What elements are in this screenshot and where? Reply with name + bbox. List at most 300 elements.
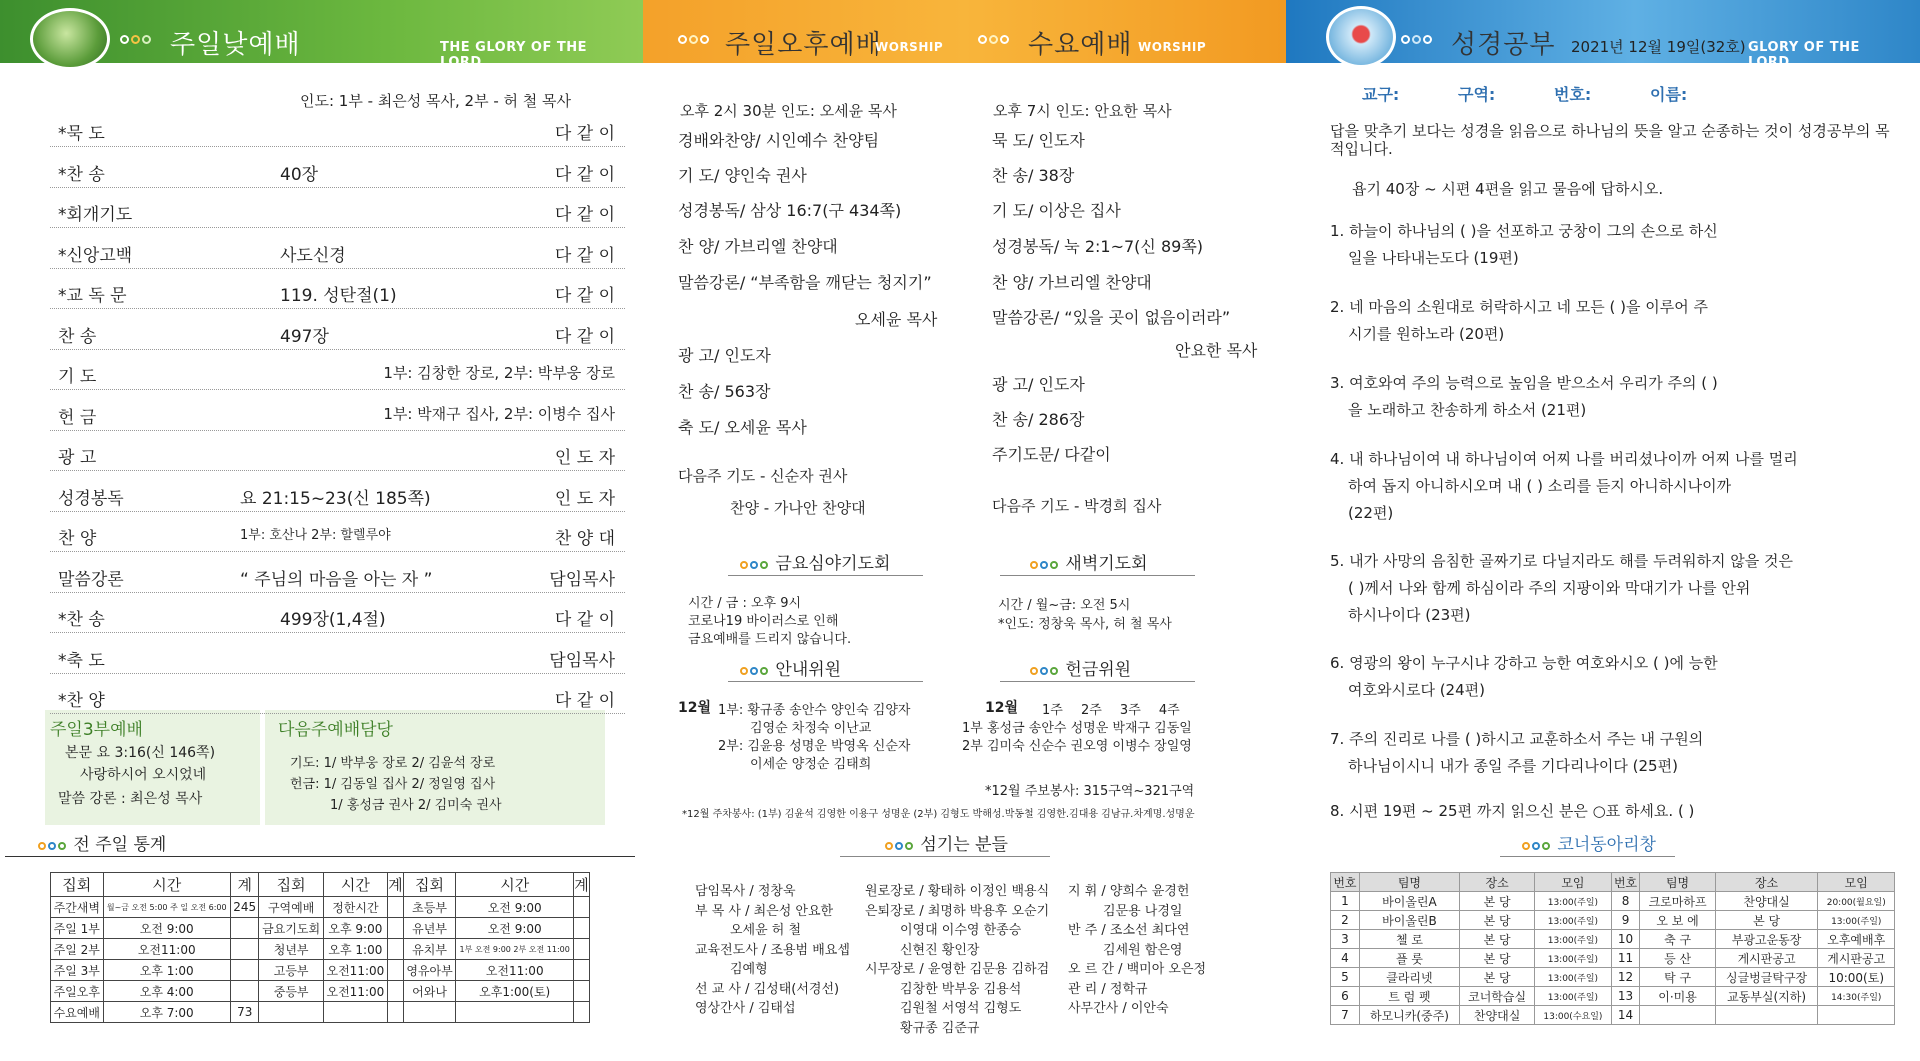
afternoon-item: 광 고/ 인도자 <box>678 346 771 365</box>
afternoon-item: 성경봉독/ 삼상 16:7(구 434쪽) <box>678 201 902 220</box>
club-cell: 3 <box>1331 930 1360 949</box>
stats-header: 계 <box>574 873 590 897</box>
club-cell: 13:00(주일) <box>1535 968 1611 987</box>
servant-line: 지 휘 / 양희수 윤경헌 <box>1068 884 1190 899</box>
guide-text: 1부: 황규종 송안수 양인숙 김양자 <box>718 703 911 718</box>
club-header: 번호 <box>1331 873 1360 892</box>
club-cell: 찬양대실 <box>1460 1006 1535 1025</box>
club-cell: 본 당 <box>1460 911 1535 930</box>
header-subtitle-3: GLORY OF THE LORD... <box>1748 40 1860 70</box>
club-cell: 7 <box>1331 1006 1360 1025</box>
friday-text: 코로나19 바이러스로 인해 <box>688 614 839 629</box>
club-cell <box>1640 1006 1715 1025</box>
service-row <box>50 148 625 188</box>
question-line: 7. 주의 진리로 나를 ( )하시고 교훈하소서 주는 내 구원의 <box>1330 730 1704 748</box>
club-cell: 13:00(수요일) <box>1535 1006 1611 1025</box>
club-cell: 바이올린A <box>1359 892 1459 911</box>
service-item-label: *묵 도 <box>58 124 105 144</box>
leaders-line: 인도: 1부 - 최은성 목사, 2부 - 허 철 목사 <box>300 92 572 110</box>
service-item-label: 기 도 <box>58 367 97 387</box>
wednesday-item: 성경봉독/ 눅 2:1~7(신 89쪽) <box>992 237 1204 256</box>
club-cell <box>1715 1006 1818 1025</box>
stats-header: 집회 <box>51 873 104 897</box>
stats-cell: 어와나 <box>403 981 456 1002</box>
divider <box>728 575 923 576</box>
service-item-leader: 인 도 자 <box>554 448 615 468</box>
service-item-leader: 다 같 이 <box>554 245 615 266</box>
club-cell: 등 산 <box>1640 949 1715 968</box>
stats-cell: 주일 1부 <box>51 918 104 939</box>
service-item-detail: “ 주님의 마음을 아는 자 ” <box>240 569 433 590</box>
club-cell: 게시판공고 <box>1818 949 1895 968</box>
heart-hands-icon <box>1326 6 1396 68</box>
wednesday-item: 광 고/ 인도자 <box>992 375 1085 394</box>
service-row <box>50 634 625 674</box>
stats-header: 계 <box>230 873 259 897</box>
club-cell: 12 <box>1611 968 1640 987</box>
club-cell: 게시판공고 <box>1715 949 1818 968</box>
service-item-label: 성경봉독 <box>58 488 124 509</box>
stats-cell: 정한시간 <box>323 897 387 918</box>
club-cell: 13:00(주일) <box>1818 911 1895 930</box>
stats-cell: 오후 4:00 <box>103 981 230 1002</box>
title-wednesday: 수요예배 <box>1028 30 1133 60</box>
third-service-title: 주일3부예배 <box>50 720 143 740</box>
afternoon-item: 축 도/ 오세윤 목사 <box>678 418 807 437</box>
service-row <box>50 350 625 390</box>
stats-cell: 오전11:00 <box>323 981 387 1002</box>
stats-cell: 오전 9:00 <box>456 918 574 939</box>
guide-heading <box>740 655 841 680</box>
next-week-text: 1/ 홍성금 권사 2/ 김미숙 권사 <box>330 798 502 813</box>
servant-line: 은퇴장로 / 최명하 박용후 오순기 <box>865 903 1050 919</box>
stats-cell <box>387 1002 403 1023</box>
club-cell: 찬양대실 <box>1715 892 1818 911</box>
service-item-leader: 1부: 김창한 장로, 2부: 박부웅 장로 <box>383 364 615 382</box>
club-cell: 13:00(주일) <box>1535 911 1611 930</box>
stats-cell: 오후 1:00 <box>323 939 387 960</box>
friday-text: 시간 / 금 : 오후 9시 <box>688 596 802 611</box>
service-item-label: 찬 송 <box>58 326 97 347</box>
club-row <box>1331 987 1895 1006</box>
parking-service: *12월 주차봉사: (1부) 김윤석 김영한 이용구 성명운 (2부) 김형도 박해성.박동철 김영한.김대용 김남규.차계명.성명운 <box>682 809 1195 820</box>
stats-cell: 오후 1:00 <box>103 960 230 981</box>
service-item-leader: 다 같 이 <box>554 205 615 225</box>
stats-row <box>51 981 590 1002</box>
friday-text: 금요예배를 드리지 않습니다. <box>688 632 852 647</box>
servant-line: 김예형 <box>730 962 768 977</box>
offering-month: 12월 <box>985 700 1019 716</box>
title-bible-study: 성경공부 <box>1451 30 1556 60</box>
service-row <box>50 310 625 350</box>
stats-cell: 구역예배 <box>259 897 323 918</box>
stats-row <box>51 960 590 981</box>
wednesday-time: 오후 7시 인도: 안요한 목사 <box>993 102 1172 120</box>
stats-row <box>51 918 590 939</box>
stats-cell <box>387 960 403 981</box>
service-item-leader: 담임목사 <box>549 650 615 671</box>
third-service-text: 사랑하시어 오시었네 <box>80 767 207 783</box>
service-item-leader: 인 도 자 <box>554 488 615 509</box>
afternoon-time: 오후 2시 30분 인도: 오세윤 목사 <box>680 102 897 120</box>
club-cell <box>1818 1006 1895 1025</box>
stats-cell <box>574 897 590 918</box>
club-cell: 1 <box>1331 892 1360 911</box>
question-line: 3. 여호와여 주의 능력으로 높임을 받으소서 우리가 주의 ( ) <box>1330 374 1718 392</box>
stats-row <box>51 1002 590 1023</box>
service-row <box>50 472 625 512</box>
question-line: 4. 내 하나님이여 내 하나님이여 어찌 나를 버리셨나이까 어찌 나를 멀리 <box>1330 450 1798 468</box>
club-heading <box>1522 830 1656 855</box>
club-cell: 본 당 <box>1460 930 1535 949</box>
divider <box>728 681 923 682</box>
stats-cell: 금요기도회 <box>259 918 323 939</box>
stats-cell: 오전11:00 <box>323 960 387 981</box>
stats-header: 시간 <box>323 873 387 897</box>
afternoon-item: 경배와찬양/ 시인예수 찬양팀 <box>678 131 880 150</box>
club-cell: 플 룻 <box>1359 949 1459 968</box>
service-item-leader: 찬 양 대 <box>554 529 615 549</box>
servant-line: 김세원 함은영 <box>1103 942 1183 958</box>
club-cell: 바이올린B <box>1359 911 1459 930</box>
question-line: 5. 내가 사망의 음침한 골짜기로 다닐지라도 해를 두려워하지 않을 것은 <box>1330 552 1793 570</box>
service-item-label: 광 고 <box>58 448 97 468</box>
service-row <box>50 188 625 228</box>
stats-cell <box>456 1002 574 1023</box>
stats-cell: 주일 2부 <box>51 939 104 960</box>
club-row <box>1331 911 1895 930</box>
stats-cell <box>403 1002 456 1023</box>
club-cell: 이·미용 <box>1640 987 1715 1006</box>
servant-line: 시무장로 / 윤영한 김문용 김하검 <box>865 962 1050 977</box>
servant-line: 반 주 / 조소선 최다연 <box>1068 923 1190 938</box>
club-cell: 6 <box>1331 987 1360 1006</box>
afternoon-item: 말씀강론/ “부족함을 깨닫는 청지기” <box>678 273 932 292</box>
stats-cell: 월~금 오전 5:00 주 일 오전 6:00 <box>103 897 230 918</box>
club-row <box>1331 892 1895 911</box>
question-line: 하여 돕지 아니하시오며 내 ( ) 소리를 듣지 아니하시나이까 <box>1348 477 1732 495</box>
service-item-detail: 497장 <box>280 326 329 347</box>
service-item-label: *찬 송 <box>58 610 105 630</box>
service-item-leader: 다 같 이 <box>554 610 615 630</box>
stats-cell: 청년부 <box>259 939 323 960</box>
question-line: 8. 시편 19편 ~ 25편 까지 읽으신 분은 ○표 하세요. ( ) <box>1330 802 1695 820</box>
club-cell: 10 <box>1611 930 1640 949</box>
stats-cell: 유치부 <box>403 939 456 960</box>
service-item-leader: 다 같 이 <box>554 164 615 185</box>
club-cell: 20:00(월요일) <box>1818 892 1895 911</box>
service-item-detail: 1부: 호산나 2부: 할렐루야 <box>240 528 391 543</box>
club-cell: 탁 구 <box>1640 968 1715 987</box>
servant-line: 김창한 박부웅 김용석 <box>900 981 1022 997</box>
service-row <box>50 553 625 593</box>
service-item-label: 말씀강론 <box>58 569 124 590</box>
next-week-title: 다음주예배담당 <box>278 720 393 740</box>
stats-row <box>51 939 590 960</box>
afternoon-next-prayer: 다음주 기도 - 신순자 권사 <box>678 467 848 485</box>
club-cell: 14 <box>1611 1006 1640 1025</box>
offering-text: 1부 홍성금 송안수 성명운 박재구 김동일 <box>962 721 1192 736</box>
service-item-label: *축 도 <box>58 650 105 671</box>
question-line: 여호와시로다 (24편) <box>1348 681 1485 699</box>
service-row <box>50 512 625 552</box>
club-header: 장소 <box>1460 873 1535 892</box>
club-cell: 교동부실(지하) <box>1715 987 1818 1006</box>
service-row <box>50 674 625 714</box>
weekly-service: *12월 주보봉사: 315구역~321구역 <box>985 784 1195 799</box>
stats-cell <box>230 960 259 981</box>
stats-row <box>51 897 590 918</box>
club-cell: 클라리넷 <box>1359 968 1459 987</box>
page-title-sunday: 주일낮예배 <box>170 30 301 60</box>
servant-line: 오세윤 허 철 <box>730 923 802 938</box>
wednesday-item: 안요한 목사 <box>1175 341 1258 360</box>
stats-cell: 오후 9:00 <box>323 918 387 939</box>
club-header: 번호 <box>1611 873 1640 892</box>
stats-cell: 주일 3부 <box>51 960 104 981</box>
club-title: 코너동아리창 <box>1557 835 1656 855</box>
stats-cell <box>230 939 259 960</box>
dots-icon <box>978 35 1011 47</box>
study-intro: 답을 맞추기 보다는 성경을 읽음으로 하나님의 뜻을 알고 순종하는 것이 성경공부의 목적입니다. <box>1330 122 1890 158</box>
service-row <box>50 593 625 633</box>
club-cell: 첼 로 <box>1359 930 1459 949</box>
stats-cell: 오전11:00 <box>103 939 230 960</box>
study-reading: 욥기 40장 ~ 시편 4편을 읽고 물음에 답하시오. <box>1352 180 1664 198</box>
stats-cell: 수요예배 <box>51 1002 104 1023</box>
divider <box>1500 856 1675 857</box>
club-cell: 13:00(주일) <box>1535 892 1611 911</box>
question-line: 2. 네 마음의 소원대로 허락하시고 네 모든 ( )을 이루어 주 <box>1330 298 1708 316</box>
club-cell: 13 <box>1611 987 1640 1006</box>
wednesday-item: 찬 송/ 286장 <box>992 410 1085 429</box>
question-line: 6. 영광의 왕이 누구시냐 강하고 능한 여호와시오 ( )에 능한 <box>1330 654 1718 672</box>
third-service-text: 본문 요 3:16(신 146쪽) <box>65 745 216 761</box>
third-service-text: 말씀 강론 : 최은성 목사 <box>58 791 203 807</box>
stats-header: 시간 <box>103 873 230 897</box>
servant-line: 황규종 김준규 <box>900 1020 980 1036</box>
servant-line: 부 목 사 / 최은성 안요한 <box>695 903 834 919</box>
stats-cell <box>574 918 590 939</box>
guide-text: 김영순 차정숙 이난교 <box>750 721 872 736</box>
club-cell: 트 럼 펫 <box>1359 987 1459 1006</box>
stats-cell <box>387 939 403 960</box>
stats-cell: 오전 9:00 <box>456 897 574 918</box>
club-cell: 축 구 <box>1640 930 1715 949</box>
stats-cell: 오후1:00(토) <box>456 981 574 1002</box>
servant-line: 교육전도사 / 조용범 배요셉 <box>695 942 850 958</box>
dots-icon <box>1401 35 1434 47</box>
question-line: 1. 하늘이 하나님의 ( )을 선포하고 궁창이 그의 손으로 하신 <box>1330 222 1718 240</box>
stats-cell: 오전11:00 <box>456 960 574 981</box>
stats-cell: 영유아부 <box>403 960 456 981</box>
service-item-detail: 40장 <box>280 164 319 185</box>
stats-cell <box>230 918 259 939</box>
club-cell: 2 <box>1331 911 1360 930</box>
stats-table <box>50 872 590 1023</box>
servant-line: 김문용 나경일 <box>1103 903 1183 919</box>
afternoon-item: 찬 양/ 가브리엘 찬양대 <box>678 237 838 256</box>
stats-cell: 1부 오전 9:00 2부 오전 11:00 <box>456 939 574 960</box>
club-header: 팀명 <box>1640 873 1715 892</box>
offering-title: 헌금위원 <box>1065 660 1132 680</box>
club-cell: 싱글벙글탁구장 <box>1715 968 1818 987</box>
club-row <box>1331 1006 1895 1025</box>
question-line: 을 노래하고 찬송하게 하소서 (21편) <box>1348 401 1587 419</box>
stats-header: 집회 <box>403 873 456 897</box>
serve-title: 섬기는 분들 <box>920 835 1008 855</box>
service-item-leader: 다 같 이 <box>554 691 615 711</box>
offering-weeks: 1주 2주 3주 4주 <box>1042 703 1180 718</box>
club-row <box>1331 930 1895 949</box>
club-row <box>1331 968 1895 987</box>
wednesday-next-prayer: 다음주 기도 - 박경희 집사 <box>992 497 1162 515</box>
question-line: (22편) <box>1348 504 1394 522</box>
next-week-text: 헌금: 1/ 김동일 집사 2/ 정일영 집사 <box>290 777 496 792</box>
club-cell: 14:30(주일) <box>1818 987 1895 1006</box>
dawn-heading <box>1030 549 1148 574</box>
club-cell: 13:00(주일) <box>1535 930 1611 949</box>
service-item-leader: 다 같 이 <box>554 326 615 347</box>
service-row <box>50 229 625 269</box>
club-cell: 5 <box>1331 968 1360 987</box>
stats-cell <box>323 1002 387 1023</box>
dawn-text: 시간 / 월~금: 오전 5시 <box>998 598 1131 613</box>
worship-tag-2: WORSHIP <box>1138 40 1207 54</box>
club-header: 장소 <box>1715 873 1818 892</box>
service-row <box>50 107 625 147</box>
servant-line: 선 교 사 / 김성태(서경선) <box>695 981 840 997</box>
club-cell: 13:00(주일) <box>1535 987 1611 1006</box>
club-cell: 10:00(토) <box>1818 968 1895 987</box>
club-cell: 본 당 <box>1460 968 1535 987</box>
club-header: 모임 <box>1818 873 1895 892</box>
club-cell: 본 당 <box>1715 911 1818 930</box>
stats-cell <box>574 939 590 960</box>
club-cell: 코너학습실 <box>1460 987 1535 1006</box>
club-header: 모임 <box>1535 873 1611 892</box>
service-item-detail: 499장(1,4절) <box>280 610 386 630</box>
servant-line: 김원철 서영석 김형도 <box>900 1001 1022 1016</box>
club-cell: 오후예배후 <box>1818 930 1895 949</box>
service-item-leader: 1부: 박재구 집사, 2부: 이병수 집사 <box>383 404 615 423</box>
servant-line: 관 리 / 정학규 <box>1068 981 1148 997</box>
next-week-text: 기도: 1/ 박부웅 장로 2/ 김윤석 장로 <box>290 756 496 771</box>
header-subtitle: THE GLORY OF THE LORD... <box>440 40 588 70</box>
header-bible-study <box>1286 0 1920 70</box>
divider <box>1000 681 1195 682</box>
service-item-label: 헌 금 <box>58 407 97 428</box>
club-header: 팀명 <box>1359 873 1459 892</box>
stats-cell: 오전 9:00 <box>103 918 230 939</box>
question-line: ( )께서 나와 함께 하심이라 주의 지팡이와 막대기가 나를 안위 <box>1348 579 1751 597</box>
stats-cell: 오후 7:00 <box>103 1002 230 1023</box>
dawn-title: 새벽기도회 <box>1065 554 1148 574</box>
stats-header: 집회 <box>259 873 323 897</box>
stats-header: 계 <box>387 873 403 897</box>
stats-cell <box>574 1002 590 1023</box>
stats-heading <box>38 830 166 855</box>
service-item-detail: 요 21:15~23(신 185쪽) <box>240 488 431 509</box>
question-line: 하나님이시니 내가 종일 주를 기다리나이다 (25편) <box>1348 757 1678 775</box>
offering-text: 2부 김미숙 신순수 권오영 이병수 장일영 <box>962 739 1192 754</box>
service-item-detail: 119. 성탄절(1) <box>280 286 397 306</box>
club-cell: 8 <box>1611 892 1640 911</box>
wednesday-item: 찬 송/ 38장 <box>992 166 1075 185</box>
club-cell: 본 당 <box>1460 892 1535 911</box>
service-item-label: *찬 양 <box>58 691 105 711</box>
stats-cell <box>387 981 403 1002</box>
servant-line: 오 르 간 / 백미아 오은정 <box>1068 962 1207 977</box>
club-table <box>1330 872 1895 1025</box>
club-cell: 9 <box>1611 911 1640 930</box>
service-item-leader: 담임목사 <box>549 569 615 590</box>
service-item-label: 찬 양 <box>58 529 97 549</box>
stats-cell: 245 <box>230 897 259 918</box>
afternoon-next-choir: 찬양 - 가나안 찬양대 <box>730 499 866 517</box>
service-item-label: *신앙고백 <box>58 245 133 266</box>
stats-cell <box>387 897 403 918</box>
dots-icon <box>120 35 153 47</box>
header-sunday-morning <box>0 0 643 70</box>
stats-cell: 고등부 <box>259 960 323 981</box>
stats-cell: 초등부 <box>403 897 456 918</box>
header-afternoon-wednesday <box>643 0 1286 63</box>
offering-heading <box>1030 655 1131 680</box>
service-item-leader: 다 같 이 <box>554 124 615 144</box>
servant-line: 영상간사 / 김태섭 <box>695 1001 796 1016</box>
afternoon-item: 찬 송/ 563장 <box>678 382 771 401</box>
stats-cell: 주간새벽 <box>51 897 104 918</box>
service-item-detail: 사도신경 <box>280 245 346 266</box>
worship-tag-1: WORSHIP <box>875 40 944 54</box>
club-cell: 11 <box>1611 949 1640 968</box>
club-cell: 13:00(주일) <box>1535 949 1611 968</box>
guide-text: 2부: 김윤용 성명운 박영옥 신순자 <box>718 739 911 754</box>
friday-heading <box>740 549 890 574</box>
wednesday-item: 찬 양/ 가브리엘 찬양대 <box>992 273 1152 292</box>
divider <box>1000 575 1195 576</box>
stats-cell <box>387 918 403 939</box>
club-cell: 부광고운동장 <box>1715 930 1818 949</box>
question-line: 일을 나타내는도다 (19편) <box>1348 249 1519 267</box>
stats-cell <box>574 981 590 1002</box>
wednesday-item: 말씀강론/ “있을 곳이 없음이러라” <box>992 308 1231 327</box>
wednesday-item: 묵 도/ 인도자 <box>992 131 1085 150</box>
servant-line: 신현진 황인장 <box>900 942 980 958</box>
club-cell: 크로마하프 <box>1640 892 1715 911</box>
stats-underline <box>5 856 635 857</box>
stats-cell <box>574 960 590 981</box>
servant-line: 사무간사 / 이안숙 <box>1068 1001 1169 1016</box>
stats-cell <box>230 981 259 1002</box>
afternoon-item: 오세윤 목사 <box>855 310 938 329</box>
club-cell: 하모니카(중주) <box>1359 1006 1459 1025</box>
guide-title: 안내위원 <box>775 660 842 680</box>
servant-line: 원로장로 / 황태하 이정인 백용식 <box>865 884 1050 899</box>
service-item-label: *회개기도 <box>58 205 133 225</box>
club-row <box>1331 949 1895 968</box>
service-row <box>50 431 625 471</box>
stats-cell: 유년부 <box>403 918 456 939</box>
dawn-text: *인도: 정창욱 목사, 허 철 목사 <box>998 617 1172 632</box>
guide-month: 12월 <box>678 700 712 716</box>
wednesday-item: 기 도/ 이상은 집사 <box>992 201 1121 220</box>
club-cell: 4 <box>1331 949 1360 968</box>
hands-plant-icon <box>30 8 110 70</box>
service-item-label: *찬 송 <box>58 164 105 185</box>
question-line: 시기를 원하노라 (20편) <box>1348 325 1505 343</box>
